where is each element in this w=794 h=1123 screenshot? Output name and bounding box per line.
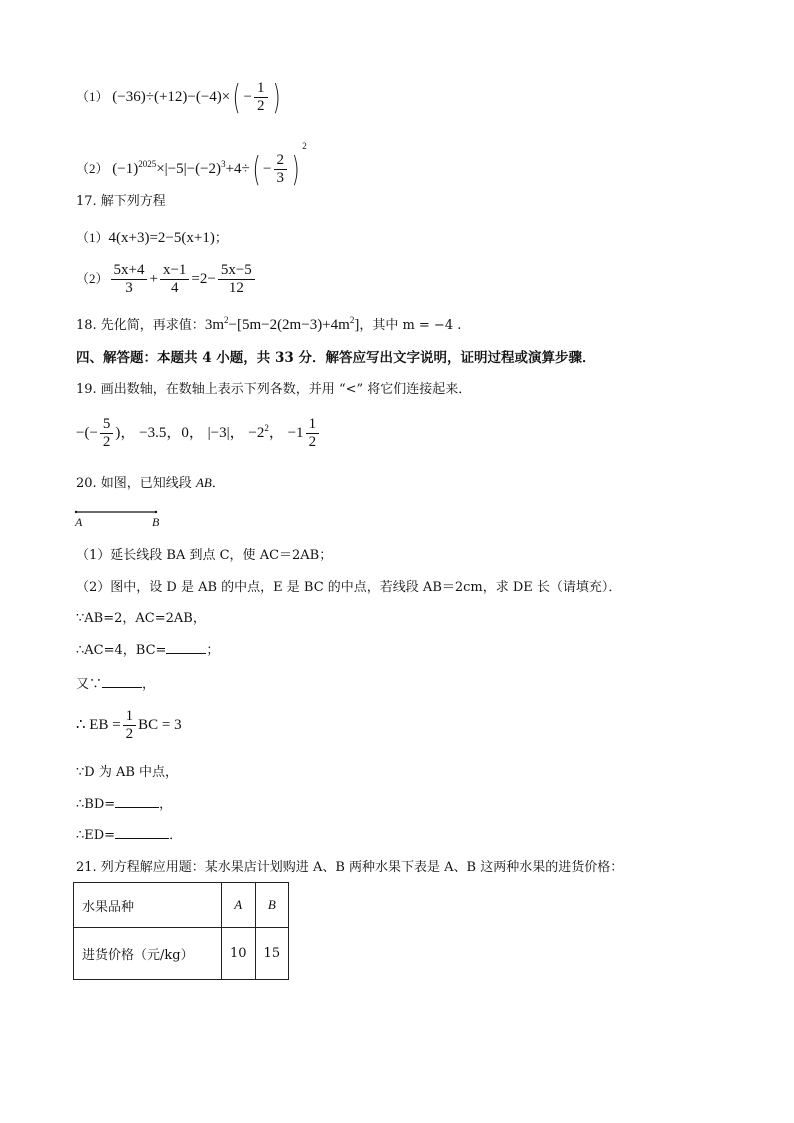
minus-sign: − xyxy=(243,88,253,105)
denominator: 2 xyxy=(125,726,134,742)
table-cell: A xyxy=(222,883,256,928)
table-cell: 15 xyxy=(255,928,289,980)
punctuation: ， xyxy=(142,677,156,692)
line-text: ∴ EB = xyxy=(76,716,121,733)
solution-line-5: ∵D 为 AB 中点， xyxy=(76,765,179,780)
solution-line-7 xyxy=(76,826,182,845)
problem20-title xyxy=(76,474,225,493)
table-cell: 水果品种 xyxy=(74,883,222,928)
line-text: ∴ED= xyxy=(76,828,116,843)
problem20-q1: （1）延长线段 BA 到点 C，使 AC＝2AB； xyxy=(76,548,333,563)
expression: (−36)÷(+12)−(−4)× xyxy=(112,88,231,105)
left-paren: ( xyxy=(252,149,261,190)
expr-a: 3m xyxy=(204,317,224,333)
punctuation: ； xyxy=(206,643,220,658)
solution-line-1: ∵AB=2，AC=2AB， xyxy=(76,611,206,626)
exponent: 2 xyxy=(302,141,307,151)
denominator: 2 xyxy=(102,434,111,450)
denominator: 4 xyxy=(170,280,179,296)
numerator: 1 xyxy=(254,80,268,98)
table-row xyxy=(74,883,289,928)
line-text-b: BC = 3 xyxy=(138,716,182,733)
minus-sign: − xyxy=(263,161,272,177)
line-text: ∴AC=4，BC= xyxy=(76,643,167,658)
number-3: |−3|， xyxy=(207,424,245,441)
numerator: 5x−5 xyxy=(218,262,255,280)
punctuation: ． xyxy=(211,476,225,491)
problem19-numbers xyxy=(76,416,321,451)
fraction xyxy=(111,262,148,297)
fraction xyxy=(218,262,255,297)
expression-c: +4÷ xyxy=(225,161,250,177)
problem16-part1 xyxy=(76,77,283,118)
table-cell: 10 xyxy=(222,928,256,980)
problem18 xyxy=(76,311,461,335)
line-text: 又∵ xyxy=(76,677,103,692)
part-label: （1） xyxy=(76,88,109,104)
part-label: （2） xyxy=(76,161,109,176)
numerator: x−1 xyxy=(160,262,189,280)
segment-name: AB xyxy=(195,475,212,490)
numerator: 1 xyxy=(306,416,320,434)
number-1-b: )， xyxy=(115,424,136,441)
left-paren: ( xyxy=(232,77,241,118)
expression-a: (−1) xyxy=(112,161,139,177)
exponent: 2 xyxy=(349,315,355,325)
part-label: （2） xyxy=(76,270,109,286)
solution-line-2 xyxy=(76,641,219,660)
answer-blank-ed[interactable] xyxy=(115,826,169,839)
denominator: 12 xyxy=(228,280,244,296)
exponent: 2025 xyxy=(138,159,157,169)
table-cell: B xyxy=(255,883,289,928)
separator: ， xyxy=(268,424,284,441)
expression-b: ×|−5|−(−2) xyxy=(156,161,222,177)
table-cell: 进货价格（元/kg） xyxy=(74,928,222,980)
label-b: B xyxy=(152,515,160,529)
problem-prefix: 18. 先化简，再求值： xyxy=(76,318,205,333)
title-text: 20. 如图，已知线段 xyxy=(76,476,196,491)
label-a: A xyxy=(75,515,83,529)
expression xyxy=(205,317,360,333)
denominator: 2 xyxy=(308,434,317,450)
numerator: 5 xyxy=(100,416,114,434)
fraction xyxy=(306,416,320,451)
fraction xyxy=(254,80,268,115)
problem17-part2 xyxy=(76,262,257,297)
expr-c: ] xyxy=(354,317,360,333)
denominator: 3 xyxy=(276,170,284,187)
answer-blank-reason[interactable] xyxy=(102,675,142,688)
answer-blank-bd[interactable] xyxy=(115,795,159,808)
number-2: −3.5，0， xyxy=(139,424,204,441)
part-label: （1） xyxy=(76,230,109,245)
problem17-part1 xyxy=(76,229,228,247)
fraction xyxy=(100,416,114,451)
solution-line-3 xyxy=(76,675,155,694)
solution-line-4 xyxy=(76,708,182,743)
exponent: 2 xyxy=(264,422,269,433)
denominator: 3 xyxy=(125,280,133,296)
fraction xyxy=(123,708,137,743)
equals-part: =2− xyxy=(191,270,216,287)
punctuation: ， xyxy=(159,797,173,812)
problem21-text: 21. 列方程解应用题：某水果店计划购进 A、B 两种水果下表是 A、B 这两种水果的进货价格： xyxy=(76,860,624,875)
punctuation: ； xyxy=(214,230,228,245)
expr-b: −[5m−2(2m−3)+4m xyxy=(228,317,350,333)
condition: ，其中 m = −4 . xyxy=(359,318,462,333)
exponent: 3 xyxy=(221,159,226,169)
table-row xyxy=(74,928,289,980)
numerator: 5x+4 xyxy=(111,262,148,280)
punctuation: ． xyxy=(169,828,183,843)
right-paren: ) xyxy=(272,77,281,118)
solution-line-6 xyxy=(76,795,172,814)
denominator: 2 xyxy=(257,98,265,114)
number-1-a: −(− xyxy=(76,424,98,441)
numerator: 1 xyxy=(123,708,137,726)
number-4: −2 xyxy=(248,424,265,441)
number-5: −1 xyxy=(287,424,304,441)
line-text: ∴BD= xyxy=(76,797,116,812)
fraction xyxy=(160,262,189,297)
section-heading: 四、解答题：本题共 4 小题，共 33 分．解答应写出文字说明，证明过程或演算步骤． xyxy=(76,350,596,366)
problem19-text: 19. 画出数轴，在数轴上表示下列各数，并用 “<” 将它们连接起来． xyxy=(76,382,472,397)
problem17-title: 17. 解下列方程 xyxy=(76,194,166,209)
fraction xyxy=(274,152,288,187)
problem16-part2 xyxy=(76,137,307,190)
equation: 4(x+3)=2−5(x+1) xyxy=(108,230,215,246)
price-table xyxy=(73,882,289,980)
exponent: 2 xyxy=(223,315,229,325)
answer-blank-bc[interactable] xyxy=(166,641,206,654)
problem20-q2: （2）图中，设 D 是 AB 的中点，E 是 BC 的中点，若线段 AB＝2cm，求 DE 长（请填充）． xyxy=(76,580,622,595)
plus-sign: + xyxy=(149,270,158,287)
right-paren: ) xyxy=(291,149,300,190)
numerator: 2 xyxy=(274,152,288,170)
